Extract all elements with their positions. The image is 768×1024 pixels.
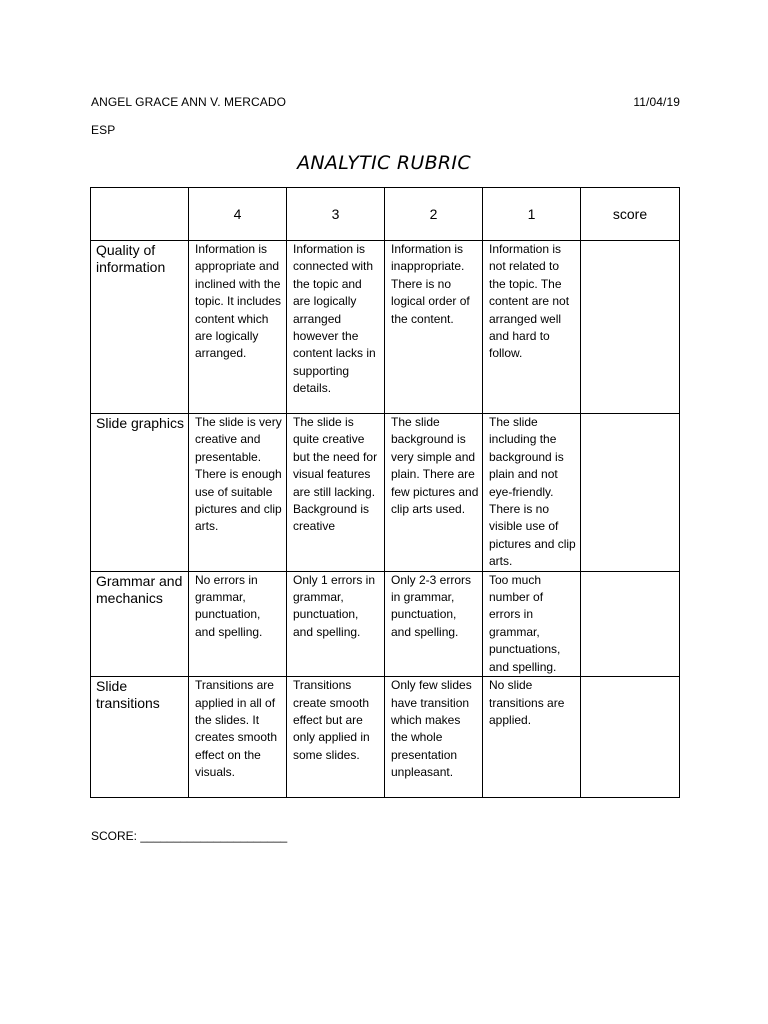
rubric-cell-4 xyxy=(189,241,287,414)
score-cell[interactable] xyxy=(581,677,680,798)
cell-text: Only 1 errors in grammar, punctuation, and spelling. xyxy=(293,572,376,639)
header-cell-1: 1 xyxy=(483,188,581,241)
criterion-cell xyxy=(91,571,189,676)
criterion-cell xyxy=(91,414,189,572)
table-row xyxy=(91,241,680,414)
rubric-cell-2 xyxy=(385,241,483,414)
cell-text: The slide including the background is plain and not eye-friendly. There is no visible use of pictures and clip arts. xyxy=(489,415,576,569)
rubric-cell-1 xyxy=(483,414,581,572)
score-cell[interactable] xyxy=(581,414,680,572)
rubric-cell-1 xyxy=(483,571,581,676)
cell-text: The slide is very creative and presentable. There is enough use of suitable pictures and clip arts. xyxy=(195,415,282,534)
criterion-label: Quality of information xyxy=(96,242,166,275)
header-cell-criteria xyxy=(91,188,189,241)
rubric-cell-1 xyxy=(483,677,581,798)
header-cell-score: score xyxy=(581,188,680,241)
header-cell-2: 2 xyxy=(385,188,483,241)
score-field[interactable]: SCORE: ______________________ xyxy=(91,829,288,843)
cell-text: The slide background is very simple and plain. There are few pictures and clip arts used. xyxy=(391,415,479,517)
rubric-table xyxy=(90,187,680,798)
rubric-cell-3 xyxy=(287,571,385,676)
rubric-cell-2 xyxy=(385,677,483,798)
rubric-cell-1 xyxy=(483,241,581,414)
cell-text: Too much number of errors in grammar, punctuations, and spelling. xyxy=(489,572,561,674)
criterion-label: Slide graphics xyxy=(96,415,184,431)
cell-text: Information is connected with the topic and are logically arranged however the content lacks in supporting details. xyxy=(293,242,376,396)
rubric-cell-4 xyxy=(189,677,287,798)
criterion-cell xyxy=(91,241,189,414)
criterion-cell xyxy=(91,677,189,798)
cell-text: Information is not related to the topic. The content are not arranged well and hard to follow. xyxy=(489,242,570,361)
rubric-cell-3 xyxy=(287,677,385,798)
header-cell-4: 4 xyxy=(189,188,287,241)
cell-text: No slide transitions are applied. xyxy=(489,678,565,727)
score-cell[interactable] xyxy=(581,241,680,414)
cell-text: Transitions create smooth effect but are only applied in some slides. xyxy=(293,678,370,762)
rubric-cell-4 xyxy=(189,571,287,676)
criterion-label: Slide transitions xyxy=(96,678,160,712)
cell-text: Information is inappropriate. There is no logical order of the content. xyxy=(391,242,470,326)
rubric-cell-2 xyxy=(385,571,483,676)
document-date: 11/04/19 xyxy=(633,95,680,109)
score-cell[interactable] xyxy=(581,571,680,676)
cell-text: The slide is quite creative but the need for visual features are still lacking. Background is creative xyxy=(293,415,378,534)
rubric-cell-2 xyxy=(385,414,483,572)
table-row xyxy=(91,414,680,572)
cell-text: No errors in grammar, punctuation, and spelling. xyxy=(195,572,263,639)
page-title: ANALYTIC RUBRIC xyxy=(297,152,471,174)
cell-text: Information is appropriate and inclined with the topic. It includes content which are logically arranged. xyxy=(195,242,282,361)
subject-label: ESP xyxy=(91,123,116,137)
criterion-label: Grammar and mechanics xyxy=(96,572,183,606)
cell-text: Transitions are applied in all of the slides. It creates smooth effect on the visuals. xyxy=(195,678,278,780)
student-name: ANGEL GRACE ANN V. MERCADO xyxy=(91,95,287,109)
cell-text: Only 2-3 errors in grammar, punctuation, and spelling. xyxy=(391,572,472,639)
header-cell-3: 3 xyxy=(287,188,385,241)
table-row xyxy=(91,571,680,676)
rubric-cell-3 xyxy=(287,414,385,572)
rubric-cell-3 xyxy=(287,241,385,414)
cell-text: Only few slides have transition which makes the whole presentation unpleasant. xyxy=(391,678,472,780)
rubric-cell-4 xyxy=(189,414,287,572)
header-row xyxy=(91,188,680,241)
table-row xyxy=(91,677,680,798)
